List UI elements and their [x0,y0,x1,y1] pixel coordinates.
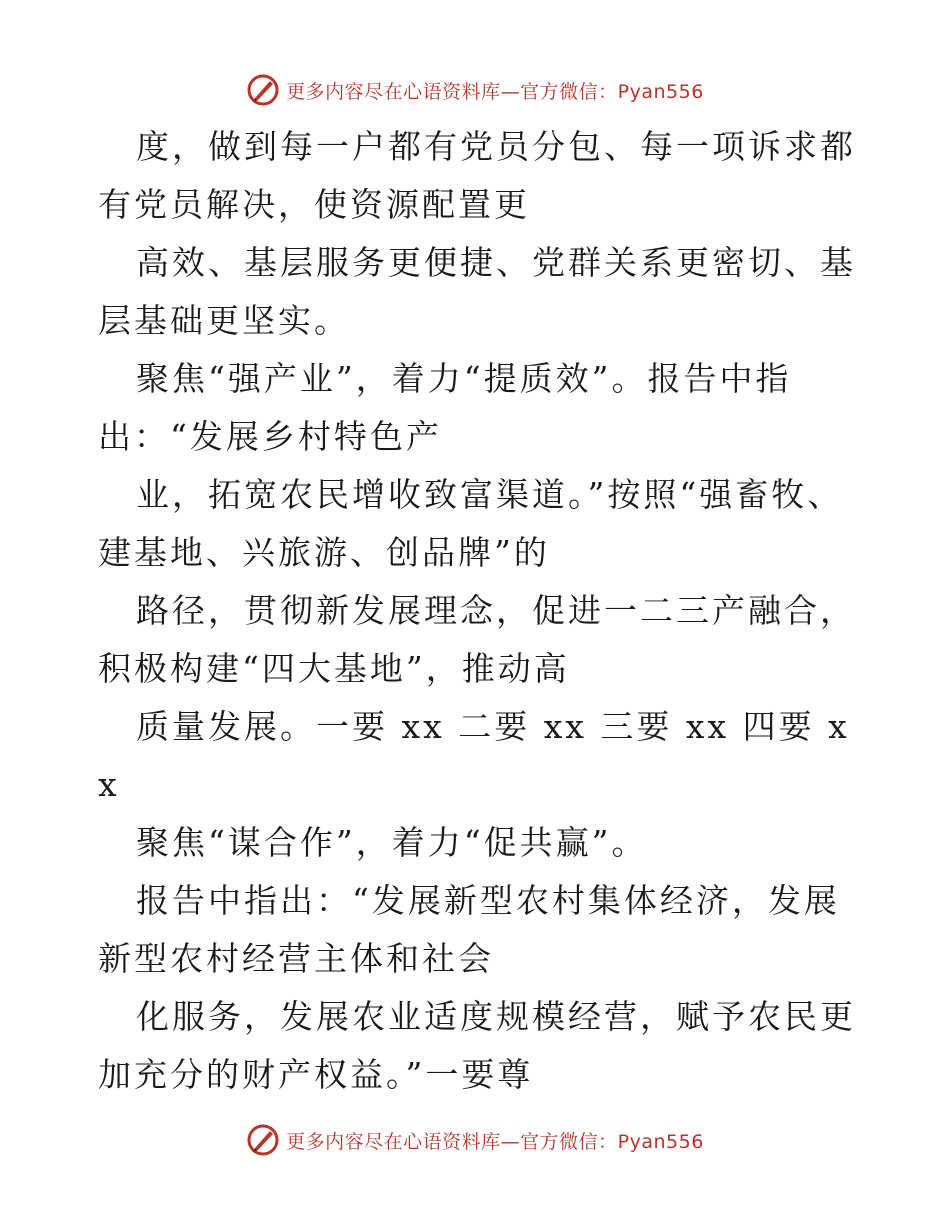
header-banner [0,70,950,110]
header-banner-label: 更多内容尽在心语资料库—官方微信： [286,80,618,103]
quill-logo-icon [246,73,280,107]
paragraph-6: 质量发展。一要 xx 二要 xx 三要 xx 四要 xx [98,707,850,804]
footer-wechat-id: Pyan556 [617,1130,704,1153]
paragraph-1: 度，做到每一户都有党员分包、每一项诉求都有党员解决，使资源配置更 [98,127,856,224]
quill-logo-icon [246,1123,280,1157]
header-banner-text [286,77,704,104]
paragraph-7: 聚焦“谋合作”，着力“促共赢”。 [136,823,648,862]
paragraph-5: 路径，贯彻新发展理念，促进一二三产融合，积极构建“四大基地”，推动高 [98,591,856,688]
paragraph-9: 化服务，发展农业适度规模经营，赋予农民更加充分的财产权益。”一要尊 [98,997,856,1094]
document-body [98,118,858,1104]
paragraph-3: 聚焦“强产业”，着力“提质效”。报告中指出：“发展乡村特色产 [98,359,792,456]
footer-banner-label: 更多内容尽在心语资料库—官方微信： [286,1130,618,1153]
paragraph-2: 高效、基层服务更便捷、党群关系更密切、基层基础更坚实。 [98,243,856,340]
footer-banner [0,1120,950,1160]
paragraph-8: 报告中指出：“发展新型农村集体经济，发展新型农村经营主体和社会 [98,881,840,978]
paragraph-4: 业，拓宽农民增收致富渠道。”按照“强畜牧、建基地、兴旅游、创品牌”的 [98,475,844,572]
header-wechat-id: Pyan556 [617,80,704,103]
footer-banner-text [286,1127,704,1154]
